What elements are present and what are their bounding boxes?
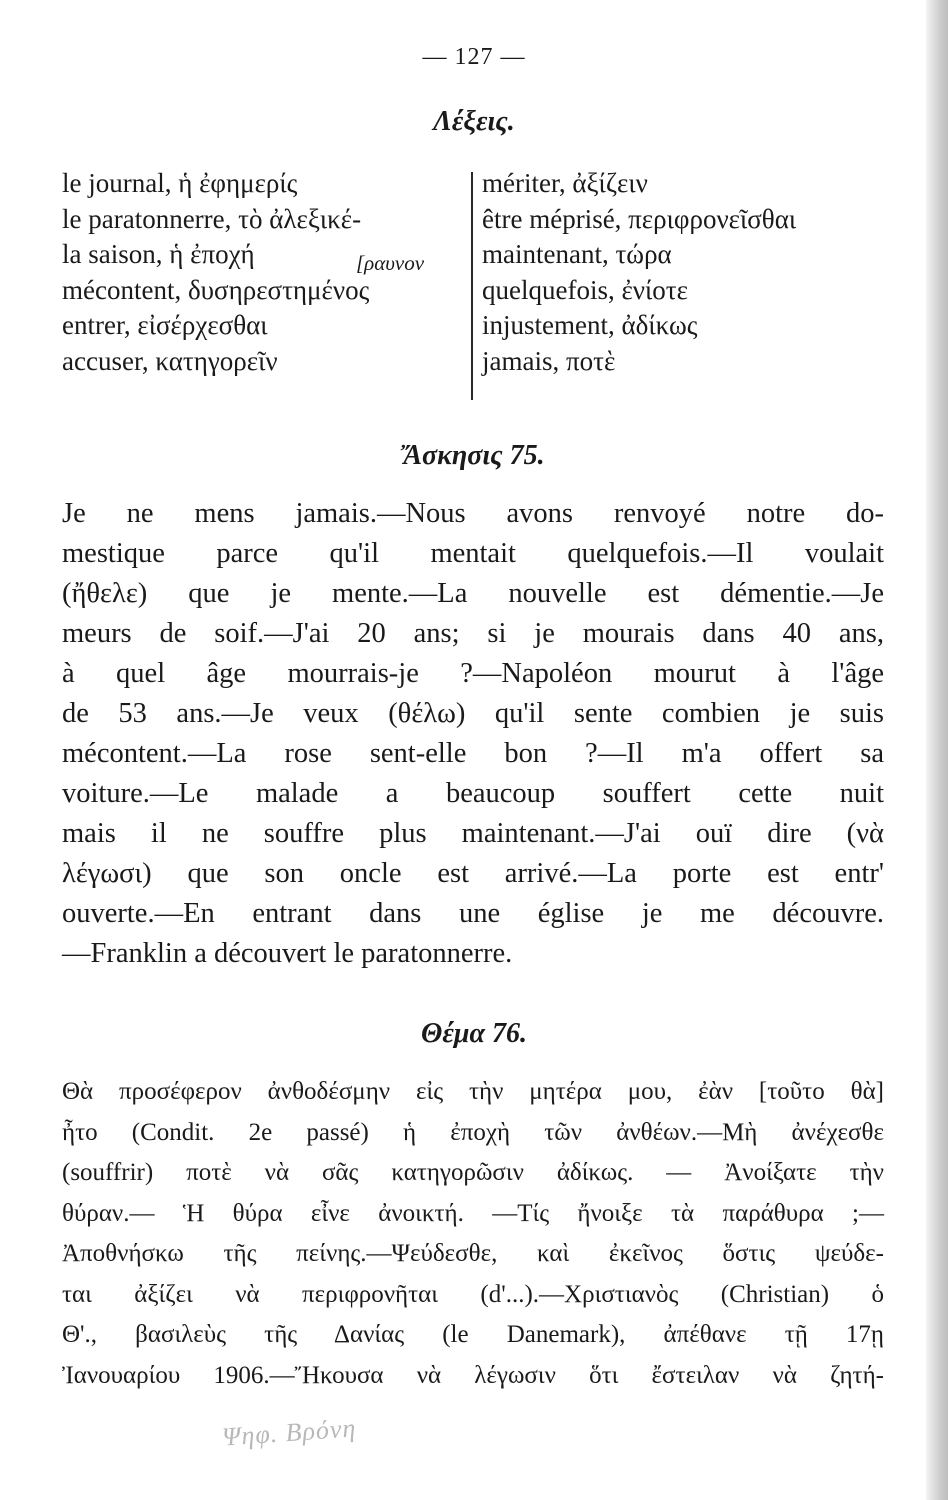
vocab-entry: la saison, ἡ ἐποχή xyxy=(62,239,255,269)
text-line: Ἀποθνήσκω τῆς πείνης.—Ψεύδεσθε, καὶ ἐκεῖνος ὅστις ψεύδε- xyxy=(62,1240,884,1267)
vocab-entry: être méprisé, περιφρονεῖσθαι xyxy=(482,203,797,234)
text-line: voiture.—Le malade a beaucoup souffert cette nuit xyxy=(62,778,884,809)
vocab-entry: mériter, ἀξίζειν xyxy=(482,168,648,198)
text-line: θύραν.— Ἡ θύρα εἶνε ἀνοικτή. —Τίς ἤνοιξε τὰ παράθυρα ;— xyxy=(62,1199,884,1227)
text-line: de 53 ans.—Je veux (θέλω) qu'il sente combien je suis xyxy=(62,698,884,729)
vocabulary-right-column xyxy=(482,166,922,379)
handwritten-signature: Ψηφ. Βρόνη xyxy=(221,1413,358,1452)
vocab-entry: injustement, ἀδίκως xyxy=(482,310,698,340)
vocab-entry: le paratonnerre, τὸ ἀλεξικέ- xyxy=(62,203,362,234)
text-line: ται ἀξίζει νὰ περιφρονῆται (d'...).—Χριστιανὸς (Christian) ὁ xyxy=(62,1280,884,1308)
vocab-entry: quelquefois, ἐνίοτε xyxy=(482,274,688,305)
text-line: (souffrir) ποτὲ νὰ σᾶς κατηγορῶσιν ἀδίκως. — Ἀνοίξατε τὴν xyxy=(62,1159,884,1186)
vocab-overflow-note: [ραυνον xyxy=(356,251,425,275)
vocab-entry: entrer, εἰσέρχεσθαι xyxy=(62,310,268,340)
page-number: — 127 — xyxy=(422,44,526,70)
vocab-entry: maintenant, τώρα xyxy=(482,239,672,269)
thema-76-text xyxy=(62,1078,884,1402)
text-line: Je ne mens jamais.—Nous avons renvoyé notre do- xyxy=(62,498,884,529)
text-line: ouverte.—En entrant dans une église je me découvre. xyxy=(62,898,884,929)
exercise-75-heading: Ἄσκησις 75. xyxy=(403,440,545,471)
text-line: Θὰ προσέφερον ἀνθοδέσμην εἰς τὴν μητέρα μου, ἐὰν [τοῦτο θὰ] xyxy=(62,1078,884,1105)
column-divider xyxy=(471,172,473,400)
vocab-entry: mécontent, δυσηρεστημένος xyxy=(62,274,370,305)
text-line: mestique parce qu'il mentait quelquefois.—Il voulait xyxy=(62,538,884,569)
vocabulary-heading: Λέξεις. xyxy=(433,106,515,137)
text-line: Θ'., βασιλεὺς τῆς Δανίας (le Danemark), ἀπέθανε τῇ 17ῃ xyxy=(62,1321,884,1348)
text-line: —Franklin a découvert le paratonnerre. xyxy=(62,938,513,969)
text-line: mais il ne souffre plus maintenant.—J'ai ouï dire (νὰ xyxy=(62,818,884,849)
vocab-entry: jamais, ποτὲ xyxy=(482,345,616,376)
text-line: à quel âge mourrais-je ?—Napoléon mourut à l'âge xyxy=(62,658,884,689)
text-line: Ἰανουαρίου 1906.—Ἤκουσα νὰ λέγωσιν ὅτι ἔστειλαν νὰ ζητή- xyxy=(62,1361,884,1389)
text-line: mécontent.—La rose sent-elle bon ?—Il m'a offert sa xyxy=(62,738,884,769)
page-edge-shadow xyxy=(926,0,948,1500)
exercise-75-text xyxy=(62,494,884,974)
text-line: ἦτο (Condit. 2e passé) ἡ ἐποχὴ τῶν ἀνθέων.—Μὴ ἀνέχεσθε xyxy=(62,1118,884,1146)
text-line: (ἤθελε) que je mente.—La nouvelle est démentie.—Je xyxy=(62,578,884,609)
text-line: meurs de soif.—J'ai 20 ans; si je mourais dans 40 ans, xyxy=(62,618,884,649)
thema-76-heading: Θέμα 76. xyxy=(421,1018,527,1049)
vocab-entry: accuser, κατηγορεῖν xyxy=(62,345,278,376)
text-line: λέγωσι) que son oncle est arrivé.—La porte est entr' xyxy=(62,858,884,889)
vocab-entry: le journal, ἡ ἐφημερίς xyxy=(62,168,298,198)
